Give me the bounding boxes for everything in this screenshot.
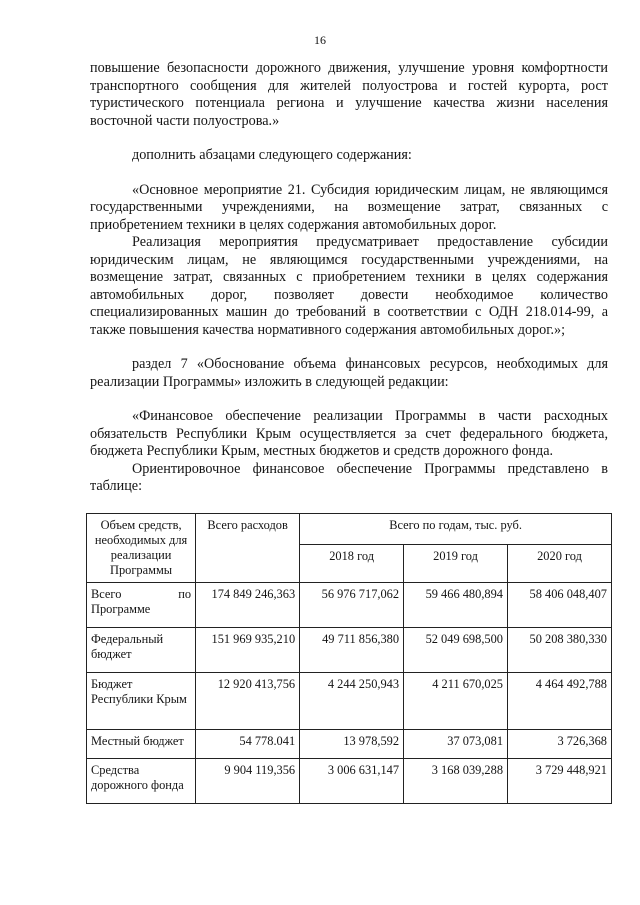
cell-2019: 4 211 670,025 [404, 673, 508, 730]
paragraph-3: «Основное мероприятие 21. Субсидия юридическим лицам, не являющимся государственными учреждениями, на возмещение затрат, связанных с приобретением техники в целях содержания автомобильных дорог. [90, 181, 608, 233]
cell-2020: 50 208 380,330 [508, 628, 612, 673]
cell-total: 151 969 935,210 [196, 628, 300, 673]
cell-2018: 4 244 250,943 [300, 673, 404, 730]
row-label: Федеральный бюджет [87, 628, 196, 673]
cell-2019: 37 073,081 [404, 730, 508, 759]
cell-total: 174 849 246,363 [196, 583, 300, 628]
table-header-row [87, 514, 612, 545]
cell-2019: 3 168 039,288 [404, 759, 508, 804]
spacer [90, 130, 608, 147]
cell-2020: 3 726,368 [508, 730, 612, 759]
row-label: Всего по Программе [87, 583, 196, 628]
row-label: Средства дорожного фонда [87, 759, 196, 804]
cell-total: 54 778.041 [196, 730, 300, 759]
finance-table [86, 513, 612, 804]
cell-total: 12 920 413,756 [196, 673, 300, 730]
header-2020: 2020 год [508, 545, 612, 583]
cell-total: 9 904 119,356 [196, 759, 300, 804]
header-2018: 2018 год [300, 545, 404, 583]
cell-2018: 56 976 717,062 [300, 583, 404, 628]
row-label: Местный бюджет [87, 730, 196, 759]
table-row [87, 628, 612, 673]
cell-2020: 4 464 492,788 [508, 673, 612, 730]
cell-2018: 49 711 856,380 [300, 628, 404, 673]
table-row [87, 759, 612, 804]
paragraph-2: дополнить абзацами следующего содержания: [132, 147, 412, 163]
cell-2019: 59 466 480,894 [404, 583, 508, 628]
paragraph-4: Реализация мероприятия предусматривает предоставление субсидии юридическим лицам, не являющимся государственными учреждениями, на возмещение затрат, связанных с приобретением техники в целях содержания автомобильных дорог, позволяет довести необходимое количество специализированных машин до требований в соответствии с ОДН 218.014-99, а также повышения качества нормативного содержания автомобильных дорог.»; [90, 234, 608, 338]
spacer [90, 165, 608, 182]
table-row [87, 730, 612, 759]
table-row [87, 673, 612, 730]
cell-2020: 58 406 048,407 [508, 583, 612, 628]
page-number: 16 [314, 33, 326, 47]
spacer [90, 339, 608, 356]
paragraph-1: повышение безопасности дорожного движения, улучшение уровня комфортности транспортного сообщения для жителей полуострова и гостей курорта, рост туристического потенциала региона и улучшение качества жизни населения восточной части полуострова.» [90, 60, 608, 129]
header-source: Объем средств, необходимых для реализации Программы [87, 514, 196, 583]
body-text [90, 60, 608, 496]
table-row [87, 583, 612, 628]
cell-2018: 3 006 631,147 [300, 759, 404, 804]
cell-2018: 13 978,592 [300, 730, 404, 759]
cell-2020: 3 729 448,921 [508, 759, 612, 804]
cell-2019: 52 049 698,500 [404, 628, 508, 673]
header-total: Всего расходов [196, 514, 300, 583]
header-2019: 2019 год [404, 545, 508, 583]
paragraph-6: «Финансовое обеспечение реализации Программы в части расходных обязательств Республики Крым осуществляется за счет федерального бюджета, бюджета Республики Крым, местных бюджетов и средств дорожного фонда. [90, 408, 608, 459]
paragraph-7: Ориентировочное финансовое обеспечение Программы представлено в таблице: [90, 460, 608, 494]
row-label: Бюджет Республики Крым [87, 673, 196, 730]
header-by-years: Всего по годам, тыс. руб. [300, 514, 612, 545]
paragraph-5: раздел 7 «Обоснование объема финансовых ресурсов, необходимых для реализации Программы» изложить в следующей редакции: [90, 356, 608, 390]
spacer [90, 391, 608, 408]
